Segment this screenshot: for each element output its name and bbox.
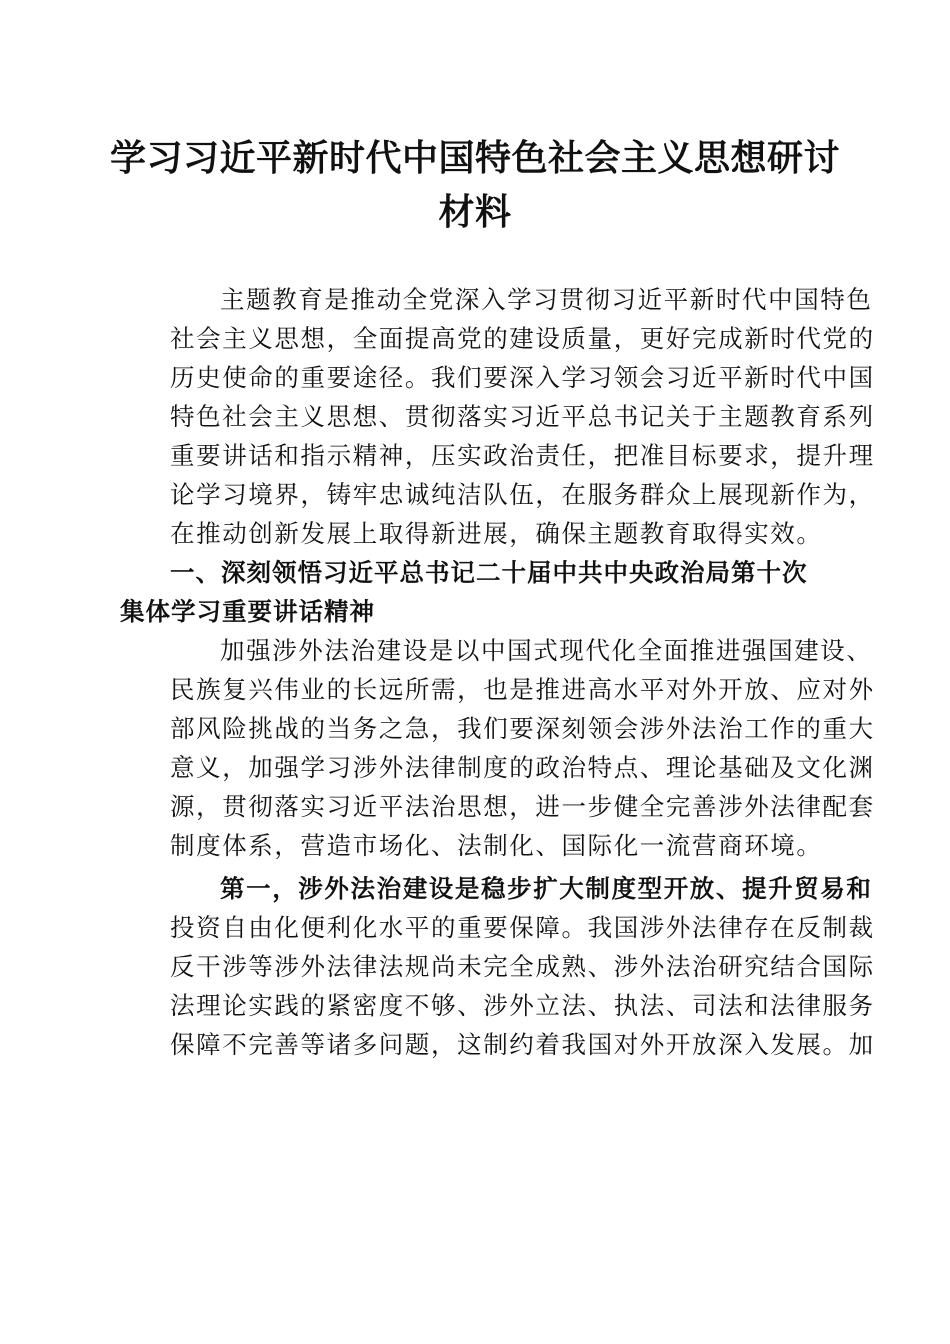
text-line: 主题教育是推动全党深入学习贯彻习近平新时代中国特色	[220, 285, 873, 314]
title-line-2: 材料	[438, 192, 512, 233]
heading-line-2: 集体学习重要讲话精神	[120, 597, 375, 626]
text-line: 意义，加强学习涉外法律制度的政治特点、理论基础及文化渊	[170, 753, 875, 782]
section-heading	[120, 553, 830, 631]
text-line: 历史使命的重要途径。我们要深入学习领会习近平新时代中国	[170, 363, 875, 392]
text-line: 部风险挑战的当务之急，我们要深刻领会涉外法治工作的重大	[170, 714, 875, 743]
text-line: 保障不完善等诸多问题，这制约着我国对外开放深入发展。加	[170, 1030, 875, 1059]
text-line: 制度体系，营造市场化、法制化、国际化一流营商环境。	[170, 831, 823, 860]
intro-paragraph	[120, 280, 875, 553]
section-paragraph	[120, 631, 875, 865]
document-title	[110, 132, 840, 240]
point-one-lead: 第一，涉外法治建设是稳步扩大制度型开放、提升贸易和	[220, 874, 873, 903]
heading-line-1: 一、深刻领悟习近平总书记二十届中共中央政治局第十次	[170, 558, 808, 587]
text-line: 论学习境界，铸牢忠诚纯洁队伍，在服务群众上展现新作为，	[170, 480, 875, 509]
text-line: 法理论实践的紧密度不够、涉外立法、执法、司法和法律服务	[170, 991, 875, 1020]
title-line-1: 学习习近平新时代中国特色社会主义思想研讨	[110, 138, 841, 179]
point-one-paragraph	[120, 869, 875, 1064]
text-line: 加强涉外法治建设是以中国式现代化全面推进强国建设、	[220, 636, 873, 665]
text-line: 反干涉等涉外法律法规尚未完全成熟、涉外法治研究结合国际	[170, 952, 875, 981]
text-line: 社会主义思想，全面提高党的建设质量，更好完成新时代党的	[170, 324, 875, 353]
document-body	[120, 280, 875, 1064]
text-line: 特色社会主义思想、贯彻落实习近平总书记关于主题教育系列	[170, 402, 875, 431]
text-line: 民族复兴伟业的长远所需，也是推进高水平对外开放、应对外	[170, 675, 875, 704]
text-line: 重要讲话和指示精神，压实政治责任，把准目标要求，提升理	[170, 441, 875, 470]
text-line: 投资自由化便利化水平的重要保障。我国涉外法律存在反制裁	[170, 913, 875, 942]
text-line: 在推动创新发展上取得新进展，确保主题教育取得实效。	[170, 519, 823, 548]
text-line: 源，贯彻落实习近平法治思想，进一步健全完善涉外法律配套	[170, 792, 875, 821]
